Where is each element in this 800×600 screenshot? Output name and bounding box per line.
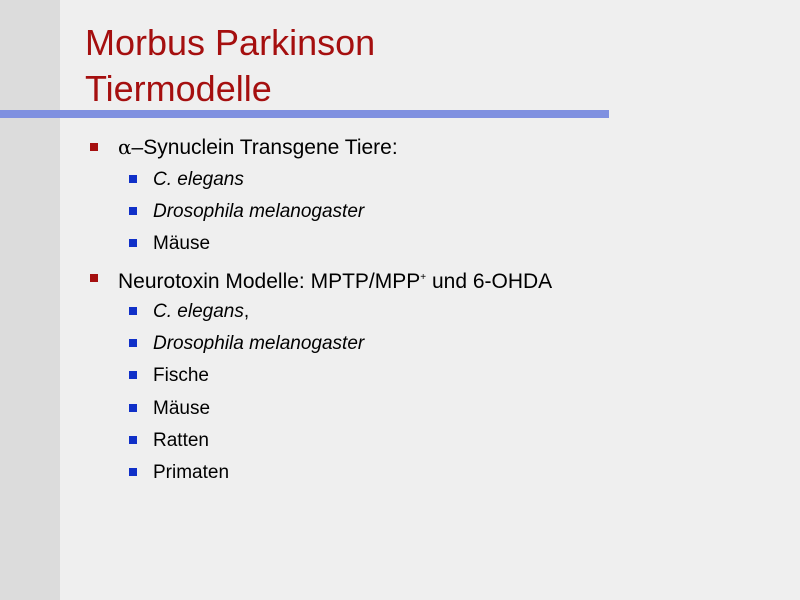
square-bullet-icon bbox=[90, 143, 98, 151]
title-line-1: Morbus Parkinson bbox=[85, 22, 376, 63]
list-item bbox=[153, 300, 249, 324]
list-item bbox=[153, 429, 209, 453]
item-text: Primaten bbox=[153, 462, 230, 483]
item-text: C. elegans bbox=[153, 169, 244, 190]
square-bullet-icon bbox=[129, 207, 137, 215]
item-text: Drosophila melanogaster bbox=[153, 201, 365, 222]
heading-prefix: Neurotoxin Modelle: MPTP/MPP bbox=[118, 270, 421, 293]
list-item bbox=[153, 232, 210, 256]
square-bullet-icon bbox=[129, 307, 137, 315]
square-bullet-icon bbox=[129, 339, 137, 347]
square-bullet-icon bbox=[90, 274, 98, 282]
list-item bbox=[153, 364, 209, 388]
square-bullet-icon bbox=[129, 371, 137, 379]
square-bullet-icon bbox=[129, 175, 137, 183]
square-bullet-icon bbox=[129, 468, 137, 476]
list-item bbox=[153, 332, 364, 356]
list-item bbox=[153, 397, 210, 421]
item-text: Fische bbox=[153, 365, 209, 386]
list-item-neurotoxin-heading bbox=[118, 265, 552, 295]
item-text: Drosophila melanogaster bbox=[153, 333, 365, 354]
superscript-plus: + bbox=[420, 272, 427, 283]
list-item-synuclein-heading bbox=[118, 134, 398, 161]
list-item bbox=[153, 461, 229, 485]
item-text: Mäuse bbox=[153, 398, 211, 419]
item-text-tail: , bbox=[243, 301, 250, 322]
list-item bbox=[153, 168, 244, 192]
heading-suffix: und 6-OHDA bbox=[426, 270, 553, 293]
square-bullet-icon bbox=[129, 239, 137, 247]
alpha-symbol: α bbox=[118, 135, 132, 159]
list-item bbox=[153, 200, 364, 224]
item-text: C. elegans bbox=[153, 301, 244, 322]
title-line-2: Tiermodelle bbox=[85, 68, 272, 109]
square-bullet-icon bbox=[129, 404, 137, 412]
item-text: Ratten bbox=[153, 430, 209, 451]
heading-text: –Synuclein Transgene Tiere: bbox=[131, 136, 398, 159]
square-bullet-icon bbox=[129, 436, 137, 444]
item-text: Mäuse bbox=[153, 233, 211, 254]
